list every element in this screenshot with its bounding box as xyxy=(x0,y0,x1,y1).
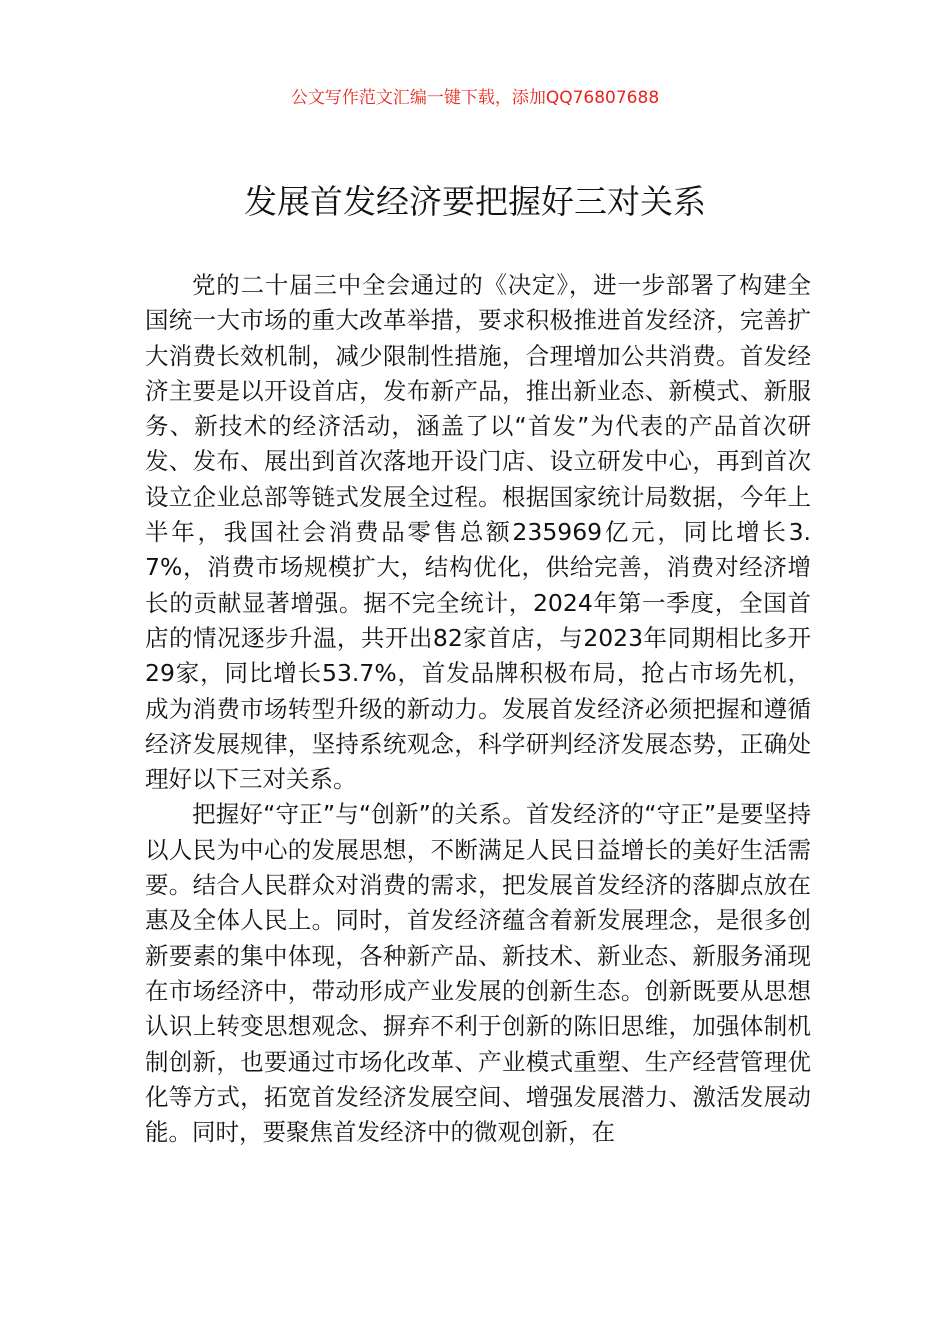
paragraph-1: 党的二十届三中全会通过的《决定》，进一步部署了构建全国统一大市场的重大改革举措，要求积极推进首发经济，完善扩大消费长效机制，减少限制性措施，合理增加公共消费。首发经济主要是以开设首店，发布新产品，推出新业态、新模式、新服务、新技术的经济活动，涵盖了以“首发”为代表的产品首次研发、发布、展出到首次落地开设门店、设立研发中心，再到首次设立企业总部等链式发展全过程。根据国家统计局数据，今年上半年，我国社会消费品零售总额235969亿元，同比增长3.7%，消费市场规模扩大，结构优化，供给完善，消费对经济增长的贡献显著增强。据不完全统计，2024年第一季度，全国首店的情况逐步升温，共开出82家首店，与2023年同期相比多开29家，同比增长53.7%，首发品牌积极布局，抢占市场先机，成为消费市场转型升级的新动力。发展首发经济必须把握和遵循经济发展规律，坚持系统观念，科学研判经济发展态势，正确处理好以下三对关系。 xyxy=(145,271,811,794)
article-title: 发展首发经济要把握好三对关系 xyxy=(244,182,706,221)
article-body xyxy=(145,268,811,1150)
download-notice: 公文写作范文汇编一键下载，添加QQ76807688 xyxy=(290,88,660,108)
paragraph-2: 把握好“守正”与“创新”的关系。首发经济的“守正”是要坚持以人民为中心的发展思想，不断满足人民日益增长的美好生活需要。结合人民群众对消费的需求，把发展首发经济的落脚点放在惠及全体人民上。同时，首发经济蕴含着新发展理念，是很多创新要素的集中体现，各种新产品、新技术、新业态、新服务涌现在市场经济中，带动形成产业发展的创新生态。创新既要从思想认识上转变思想观念、摒弃不利于创新的陈旧思维，加强体制机制创新，也要通过市场化改革、产业模式重塑、生产经营管理优化等方式，拓宽首发经济发展空间、增强发展潜力、激活发展动能。同时，要聚焦首发经济中的微观创新，在 xyxy=(145,800,811,1147)
